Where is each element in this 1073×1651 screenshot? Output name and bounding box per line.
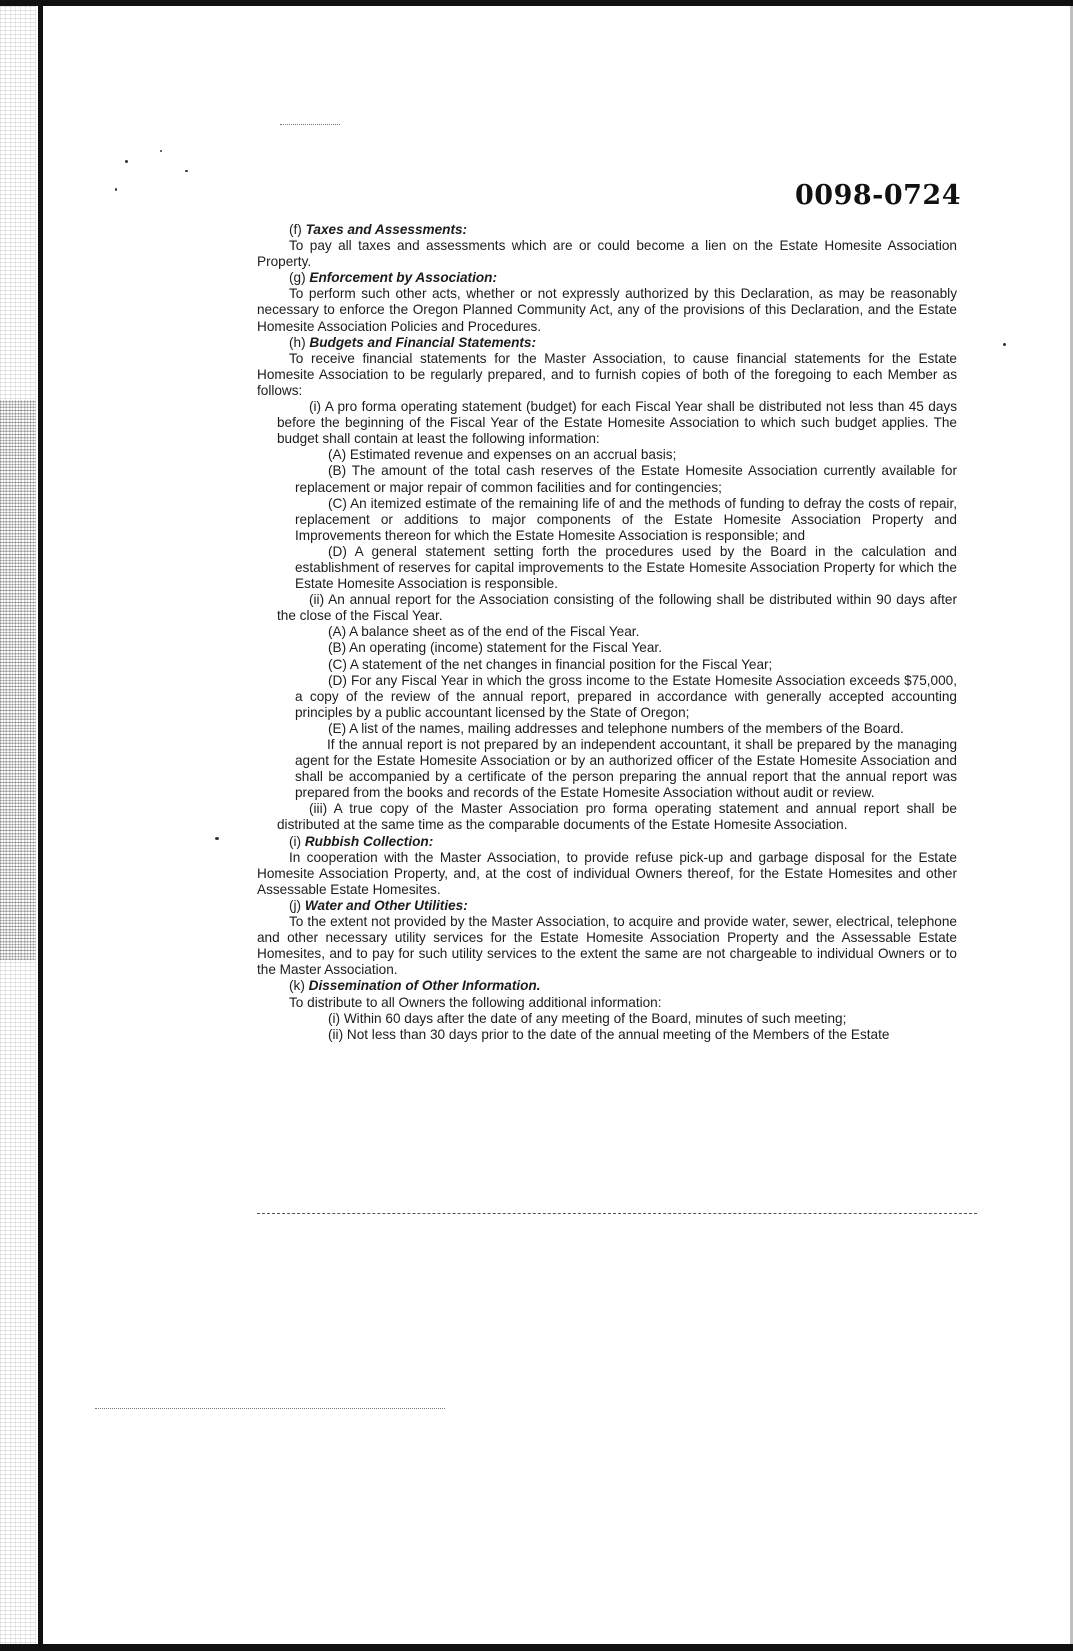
budget-item-ii-a: (A) A balance sheet as of the end of the Fiscal Year. <box>328 624 640 640</box>
budget-item-i: (i) A pro forma operating statement (budget) for each Fiscal Year shall be distributed not less than 45 days before the beginning of the Fiscal Year of the Estate Homesite Association to which such budget applies. The budget shall contain at least the following information: <box>277 399 957 447</box>
section-title: Dissemination of Other Information. <box>308 978 541 994</box>
budget-item-ii-e: (E) A list of the names, mailing addresses and telephone numbers of the members of the Board. <box>328 720 904 736</box>
section-label: (h) <box>289 334 306 350</box>
section-label: (i) <box>289 833 302 849</box>
scan-left-noise-dark <box>0 400 36 960</box>
section-label: (j) <box>289 897 302 913</box>
scan-line <box>95 1408 445 1410</box>
section-text: To perform such other acts, whether or not expressly authorized by this Declaration, as may be reasonably necessary to enforce the Oregon Planned Community Act, any of the provisions of this Declaration, and the Estate Homesite Association Policies and Procedures. <box>257 286 957 334</box>
section-title: Taxes and Assessments: <box>305 222 468 237</box>
section-title: Enforcement by Association: <box>309 270 497 286</box>
budget-item-i-c: (C) An itemized estimate of the remaining life of and the methods of funding to defray the costs of repair, replacement or additions to major components of the Estate Homesite Association Property and Improvements thereon for which the Estate Homesite Association is responsible; and <box>295 495 957 543</box>
section-text: To pay all taxes and assessments which are or could become a lien on the Estate Homesite Association Property. <box>257 238 957 270</box>
budget-item-iii: (iii) A true copy of the Master Association pro forma operating statement and annual report shall be distributed at the same time as the comparable documents of the Estate Homesite Association. <box>277 801 957 833</box>
section-text: To distribute to all Owners the following additional information: <box>289 994 662 1010</box>
budget-item-ii-d: (D) For any Fiscal Year in which the gross income to the Estate Homesite Association exceeds $75,000, a copy of the review of the annual report, prepared in accordance with generally accepted accounting principles by a public accountant licensed by the State of Oregon; <box>295 672 957 720</box>
scan-top-edge <box>0 0 1073 6</box>
section-title: Water and Other Utilities: <box>304 897 468 913</box>
section-heading <box>257 270 957 286</box>
section-heading <box>257 222 957 238</box>
scan-left-bar <box>38 0 43 1651</box>
section-label: (f) <box>289 222 302 237</box>
page-bottom-rule <box>257 1213 977 1215</box>
scan-speck <box>125 160 128 163</box>
scan-speck <box>215 837 219 840</box>
budget-item-i-d: (D) A general statement setting forth the procedures used by the Board in the calculation and establishment of reserves for capital improvements to the Estate Homesite Association Property for which the Estate Homesite Association is responsible. <box>295 543 957 592</box>
section-label: (k) <box>289 978 305 994</box>
document-number: 0098-0724 <box>795 180 961 211</box>
section-text: In cooperation with the Master Association, to provide refuse pick-up and garbage disposal for the Estate Homesite Association Property, and, at the cost of individual Owners thereof, for the Estate Homesites and other Assessable Estate Homesites. <box>257 849 957 897</box>
budget-item-ii-c: (C) A statement of the net changes in financial position for the Fiscal Year; <box>328 656 773 672</box>
document-body <box>257 222 957 1043</box>
scan-speck <box>115 188 117 191</box>
section-title: Rubbish Collection: <box>304 833 434 849</box>
section-heading <box>257 898 957 914</box>
budget-item-ii: (ii) An annual report for the Association consisting of the following shall be distributed within 90 days after the close of the Fiscal Year. <box>277 592 957 624</box>
dissemination-item-i: (i) Within 60 days after the date of any meeting of the Board, minutes of such meeting; <box>328 1010 847 1026</box>
budget-annual-report-note: If the annual report is not prepared by an independent accountant, it shall be prepared by the managing agent for the Estate Homesite Association or by an authorized officer of the Estate Homesite Association and shall be accompanied by a certificate of the person preparing the annual report that the annual report was prepared from the books and records of the Estate Homesite Association without audit or review. <box>295 737 957 801</box>
budget-item-i-b: (B) The amount of the total cash reserves of the Estate Homesite Association currently available for replacement or major repair of common facilities and for contingencies; <box>295 463 957 495</box>
section-text: To the extent not provided by the Master Association, to acquire and provide water, sewer, electrical, telephone and other necessary utility services for the Estate Homesite Association Property and the Assessable Estate Homesites, and to pay for such utility services to the extent the same are not chargeable to individual Owners or to the Master Association. <box>257 914 957 978</box>
section-title: Budgets and Financial Statements: <box>309 334 537 350</box>
scan-speck <box>1003 343 1006 346</box>
budget-item-ii-b: (B) An operating (income) statement for the Fiscal Year. <box>328 640 662 656</box>
section-text: To receive financial statements for the Master Association, to cause financial statements for the Estate Homesite Association to be regularly prepared, and to furnish copies of both of the foregoing to each Member as follows: <box>257 350 957 398</box>
scan-bottom-edge <box>0 1644 1073 1651</box>
section-heading <box>257 978 957 994</box>
section-label: (g) <box>289 270 306 286</box>
budget-item-i-a: (A) Estimated revenue and expenses on an accrual basis; <box>328 447 677 463</box>
dissemination-item-ii: (ii) Not less than 30 days prior to the date of the annual meeting of the Members of the Estate <box>328 1026 890 1042</box>
section-heading <box>257 335 957 351</box>
scan-line <box>280 124 340 126</box>
scan-speck <box>185 170 188 172</box>
scan-speck <box>160 150 162 152</box>
section-heading <box>257 834 957 850</box>
